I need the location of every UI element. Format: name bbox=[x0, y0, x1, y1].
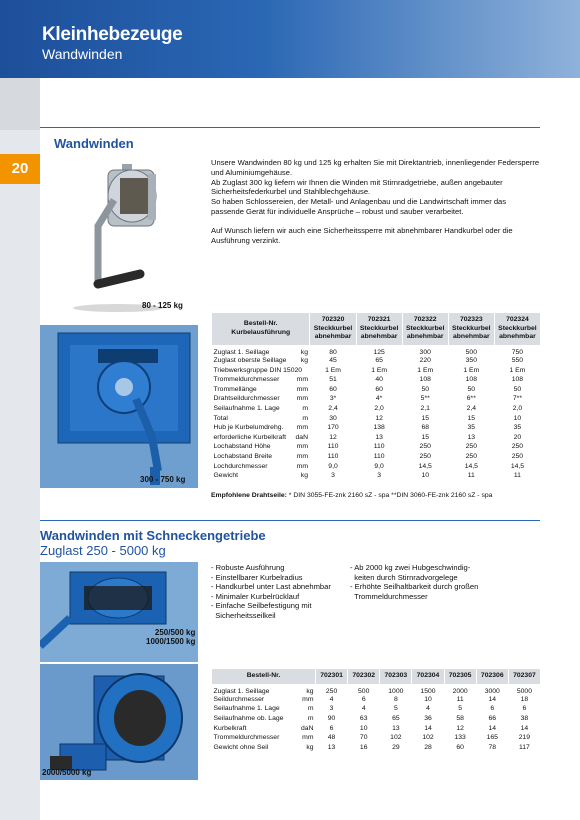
row-label: Trommellänge bbox=[213, 385, 257, 393]
table-row bbox=[212, 345, 541, 356]
table-cell: 50 bbox=[421, 385, 429, 393]
row-label: Trommeldurchmesser bbox=[213, 734, 280, 742]
section-title-wandwinden: Wandwinden bbox=[54, 136, 134, 151]
row-unit: mm bbox=[302, 734, 314, 742]
table-cell: 10 bbox=[421, 472, 429, 480]
table-cell: 48 bbox=[327, 734, 336, 742]
page-number: 20 bbox=[0, 154, 40, 184]
table-cell: 14,5 bbox=[510, 462, 525, 470]
feature-item: - Robuste Ausführung bbox=[211, 563, 285, 572]
table-cell: 500 bbox=[465, 348, 477, 356]
table-cell: 14 bbox=[488, 724, 497, 732]
table-head-label: Bestell-Nr. bbox=[212, 669, 316, 685]
row-label: Seilaufnahme 1. Lage bbox=[213, 405, 280, 413]
row-label: Trommeldurchmesser bbox=[213, 376, 280, 384]
table-cell: 10 bbox=[513, 414, 522, 422]
table-cell: 5000 bbox=[516, 687, 532, 695]
feature-list-right bbox=[350, 563, 540, 601]
feature-item: - Erhöhte Seilhaltbarkeit durch großen bbox=[350, 582, 479, 592]
table-row bbox=[212, 433, 541, 443]
table-head-col: 702305 bbox=[444, 669, 476, 685]
row-label-cell bbox=[212, 684, 316, 695]
row-unit: m bbox=[307, 715, 314, 723]
row-label-cell bbox=[212, 365, 310, 375]
table-row bbox=[212, 704, 541, 714]
row-unit: mm bbox=[296, 453, 308, 461]
row-label-cell bbox=[212, 375, 310, 385]
row-unit: mm bbox=[296, 443, 308, 451]
description-paragraph: Unsere Wandwinden 80 kg und 125 kg erhalten Sie mit Direktantrieb, innenliegender Federsperre und Aluminiumgehäuse. Ab Zuglast 300 kg liefern wir Ihnen die Winden mit Stirnradgetriebe, außen angebauter Sicherheitsfederkurbel und Stahlblechgehäuse. So haben Schlossereien, der Metall- und Anlagenbau und die Landwirtschaft immer das passende Gerät für individuelle Ansprüche – robust und sauber verarbeitet. bbox=[211, 158, 540, 216]
table-cell: 16 bbox=[359, 743, 368, 751]
winch-photo-worm-large bbox=[40, 664, 198, 780]
table-cell: 3* bbox=[329, 395, 337, 403]
row-unit: mm bbox=[296, 376, 308, 384]
row-label: Hub je Kurbelumdrehg. bbox=[213, 424, 284, 432]
table-cell: 102 bbox=[390, 734, 402, 742]
table-row bbox=[212, 714, 541, 724]
row-label: Drahtseildurchmesser bbox=[213, 395, 280, 403]
photo-caption-80-125: 80 - 125 kg bbox=[142, 301, 183, 310]
table-cell: 2,4 bbox=[466, 405, 477, 413]
section-subtitle-zuglast: Zuglast 250 - 5000 kg bbox=[40, 543, 166, 558]
table-cell: 110 bbox=[373, 453, 385, 461]
table-cell: 220 bbox=[419, 357, 431, 365]
row-label: Seilaufnahme ob. Lage bbox=[213, 715, 284, 723]
table-cell: 102 bbox=[422, 734, 434, 742]
table-cell: 14 bbox=[424, 724, 432, 732]
table-head-col: 702322 Steckkurbel abnehmbar bbox=[402, 313, 448, 346]
table-cell: 6 bbox=[361, 695, 366, 703]
page-subtitle: Wandwinden bbox=[42, 46, 123, 62]
table-row bbox=[212, 356, 541, 366]
photo-caption-2000-5000: 2000/5000 kg bbox=[42, 768, 92, 777]
row-label: Triebwerksgruppe DIN 15020 bbox=[213, 366, 303, 374]
table-head-col: 702324 Steckkurbel abnehmbar bbox=[494, 313, 540, 346]
row-label: erforderliche Kurbelkraft bbox=[213, 433, 287, 441]
table-cell: 1 Em bbox=[463, 366, 480, 374]
table-cell: 2,4 bbox=[328, 405, 338, 413]
table-cell: 60 bbox=[329, 385, 337, 393]
table-cell: 28 bbox=[424, 743, 432, 751]
table-cell: 6 bbox=[329, 724, 334, 732]
row-label: Kurbelkraft bbox=[213, 724, 247, 732]
table-cell: 60 bbox=[456, 743, 464, 751]
table-head-col: 702321 Steckkurbel abnehmbar bbox=[356, 313, 402, 346]
row-unit: daN bbox=[301, 724, 314, 732]
row-label: Seildurchmesser bbox=[213, 695, 265, 703]
left-margin-strip bbox=[0, 78, 40, 820]
table-cell: 60 bbox=[375, 385, 383, 393]
table-cell: 250 bbox=[511, 453, 524, 461]
description-paragraph: Auf Wunsch liefern wir auch eine Sicherheitssperre mit abnehmbarer Handkurbel oder die Ausführung verzinkt. bbox=[211, 225, 513, 245]
winch-photo-worm-small bbox=[40, 562, 198, 662]
row-label-cell bbox=[212, 452, 310, 462]
table-row bbox=[212, 385, 541, 395]
table-cell: 13 bbox=[392, 724, 400, 732]
table-cell: 4 bbox=[361, 705, 366, 713]
row-label: Zuglast oberste Seillage bbox=[213, 357, 287, 365]
footnote-wire-ropes: Empfohlene Drahtseile: * DIN 3055-FE-znk 2160 sZ - spa **DIN 3060-FE-znk 2160 sZ - spa bbox=[211, 492, 493, 499]
table-head-col: 702303 bbox=[380, 669, 412, 685]
table-cell: 4 bbox=[329, 695, 334, 703]
table-cell: 58 bbox=[456, 715, 464, 723]
table-cell: 12 bbox=[329, 433, 337, 441]
feature-item: - Ab 2000 kg zwei Hubgeschwindig- bbox=[350, 563, 471, 572]
table-cell: 3 bbox=[377, 472, 382, 480]
table-cell: 11 bbox=[513, 472, 521, 480]
row-label: Total bbox=[213, 414, 228, 422]
row-label-cell bbox=[212, 404, 310, 414]
table-cell: 12 bbox=[375, 414, 383, 422]
table-cell: 170 bbox=[327, 424, 339, 432]
table-row bbox=[212, 452, 541, 462]
table-row bbox=[212, 684, 541, 695]
table-cell: 78 bbox=[488, 743, 497, 751]
left-margin-band bbox=[0, 78, 40, 130]
table-cell: 9,0 bbox=[374, 462, 384, 470]
table-cell: 68 bbox=[421, 424, 429, 432]
table-cell: 35 bbox=[467, 424, 476, 432]
table-row bbox=[212, 733, 541, 743]
table-cell: 36 bbox=[424, 715, 432, 723]
table-cell: 65 bbox=[375, 357, 383, 365]
table-row bbox=[212, 723, 541, 733]
row-unit: kg bbox=[300, 357, 308, 365]
table-cell: 2,0 bbox=[512, 405, 523, 413]
row-label-cell bbox=[212, 394, 310, 404]
table-cell: 219 bbox=[518, 734, 531, 742]
table-cell: 550 bbox=[511, 357, 524, 365]
table-row bbox=[212, 413, 541, 423]
row-unit: mm bbox=[296, 385, 308, 393]
row-unit: mm bbox=[296, 424, 308, 432]
table-cell: 5** bbox=[420, 395, 430, 403]
table-cell: 2000 bbox=[452, 687, 468, 695]
table-cell: 5 bbox=[393, 705, 398, 713]
table-cell: 125 bbox=[373, 348, 385, 356]
table-cell: 4 bbox=[426, 705, 430, 713]
table-cell: 4* bbox=[375, 395, 383, 403]
feature-item: Sicherheitsseilkeil bbox=[211, 610, 276, 620]
table-cell: 11 bbox=[456, 695, 464, 703]
table-cell: 500 bbox=[358, 687, 370, 695]
table-head-col: 702302 bbox=[348, 669, 380, 685]
table-cell: 108 bbox=[465, 376, 477, 384]
row-label-cell bbox=[212, 714, 316, 724]
table-cell: 750 bbox=[511, 348, 524, 356]
table-cell: 14,5 bbox=[418, 462, 432, 470]
table-row bbox=[212, 471, 541, 481]
table-head-label: Bestell-Nr. Kurbelausführung bbox=[212, 313, 310, 346]
table-cell: 14 bbox=[488, 695, 497, 703]
table-cell: 8 bbox=[393, 695, 398, 703]
table-cell: 2,1 bbox=[420, 405, 430, 413]
table-row bbox=[212, 423, 541, 433]
feature-item: keiten durch Stirnradvorgelege bbox=[350, 572, 458, 582]
table-cell: 1500 bbox=[420, 687, 436, 695]
table-head-col: 702320 Steckkurbel abnehmbar bbox=[310, 313, 356, 346]
table-cell: 9,0 bbox=[328, 462, 338, 470]
table-cell: 15 bbox=[421, 414, 429, 422]
table-cell: 50 bbox=[513, 385, 522, 393]
table-cell: 3 bbox=[331, 472, 335, 480]
row-label: Gewicht bbox=[213, 472, 239, 480]
table-cell: 300 bbox=[419, 348, 431, 356]
table-cell: 50 bbox=[467, 385, 476, 393]
table-cell: 1000 bbox=[388, 687, 404, 695]
table-cell: 7** bbox=[512, 395, 522, 403]
section-title-schneckengetriebe: Wandwinden mit Schneckengetriebe bbox=[40, 528, 266, 543]
table-cell: 1 Em bbox=[371, 366, 388, 374]
row-label-cell bbox=[212, 743, 316, 753]
table-cell: 51 bbox=[329, 376, 337, 384]
table-cell: 13 bbox=[327, 743, 336, 751]
feature-item: Trommeldurchmesser bbox=[350, 591, 428, 601]
row-unit: kg bbox=[300, 472, 308, 480]
table-cell: 250 bbox=[511, 443, 524, 451]
table-row bbox=[212, 375, 541, 385]
table-cell: 70 bbox=[359, 734, 368, 742]
table-cell: 6 bbox=[490, 705, 495, 713]
row-unit: kg bbox=[300, 348, 308, 356]
table-cell: 10 bbox=[359, 724, 368, 732]
row-label: Lochdurchmesser bbox=[213, 462, 268, 470]
table-row bbox=[212, 394, 541, 404]
table-head-col: 702307 bbox=[508, 669, 540, 685]
row-label-cell bbox=[212, 423, 310, 433]
table-cell: 250 bbox=[465, 443, 477, 451]
table-cell: 6 bbox=[522, 705, 527, 713]
table-cell: 13 bbox=[467, 433, 476, 441]
row-label-cell bbox=[212, 356, 310, 366]
table-cell: 12 bbox=[456, 724, 464, 732]
row-label-cell bbox=[212, 413, 310, 423]
spec-table-schneckengetriebe bbox=[211, 668, 541, 752]
table-cell: 250 bbox=[325, 687, 338, 695]
row-unit: m bbox=[302, 405, 308, 413]
table-cell: 3000 bbox=[484, 687, 500, 695]
row-label-cell bbox=[212, 442, 310, 452]
row-unit: m bbox=[302, 414, 308, 422]
winch-photo-blue bbox=[40, 325, 198, 488]
row-label: Lochabstand Höhe bbox=[213, 443, 271, 451]
feature-item: - Handkurbel unter Last abnehmbar bbox=[211, 582, 331, 592]
row-label-cell bbox=[212, 461, 310, 471]
page-title: Kleinhebezeuge bbox=[42, 24, 183, 45]
table-head-col: 702304 bbox=[412, 669, 444, 685]
table-cell: 5 bbox=[458, 705, 463, 713]
photo-caption-250-1500: 250/500 kg 1000/1500 kg bbox=[146, 628, 196, 646]
table-cell: 350 bbox=[465, 357, 477, 365]
table-cell: 108 bbox=[511, 376, 524, 384]
table-cell: 110 bbox=[327, 443, 339, 451]
row-unit: kg bbox=[306, 743, 314, 751]
row-label-cell bbox=[212, 723, 316, 733]
row-unit: m bbox=[307, 705, 314, 713]
description-text bbox=[211, 158, 541, 254]
row-label: Zuglast 1. Seillage bbox=[213, 687, 270, 695]
table-cell: 110 bbox=[373, 443, 385, 451]
row-label: Lochabstand Breite bbox=[213, 453, 273, 461]
table-cell: 80 bbox=[329, 348, 337, 356]
table-cell: 1 Em bbox=[325, 366, 341, 374]
table-cell: 30 bbox=[329, 414, 337, 422]
table-cell: 6** bbox=[466, 395, 476, 403]
table-cell: 11 bbox=[467, 472, 475, 480]
feature-item: - Einstellbarer Kurbelradius bbox=[211, 572, 303, 582]
table-cell: 1 Em bbox=[417, 366, 434, 374]
row-label-cell bbox=[212, 345, 310, 356]
table-row bbox=[212, 695, 541, 705]
table-cell: 15 bbox=[467, 414, 476, 422]
table-cell: 2,0 bbox=[374, 405, 384, 413]
table-cell: 13 bbox=[375, 433, 383, 441]
table-cell: 14 bbox=[520, 724, 529, 732]
table-cell: 133 bbox=[454, 734, 466, 742]
row-label-cell bbox=[212, 695, 316, 705]
table-cell: 110 bbox=[327, 453, 339, 461]
table-cell: 15 bbox=[421, 433, 429, 441]
row-label-cell bbox=[212, 385, 310, 395]
table-head-col: 702306 bbox=[476, 669, 508, 685]
table-cell: 35 bbox=[513, 424, 522, 432]
section-rule bbox=[40, 127, 540, 128]
table-cell: 90 bbox=[327, 715, 336, 723]
row-label-cell bbox=[212, 704, 316, 714]
table-cell: 165 bbox=[486, 734, 498, 742]
table-cell: 3 bbox=[329, 705, 334, 713]
photo-caption-300-750: 300 - 750 kg bbox=[140, 475, 186, 484]
row-label-cell bbox=[212, 471, 310, 481]
table-cell: 40 bbox=[375, 376, 383, 384]
table-cell: 38 bbox=[520, 715, 529, 723]
winch-photo-small bbox=[40, 156, 198, 316]
feature-list-left bbox=[211, 563, 351, 621]
table-cell: 18 bbox=[520, 695, 529, 703]
table-row bbox=[212, 365, 541, 375]
table-cell: 20 bbox=[513, 433, 522, 441]
row-unit: kg bbox=[306, 687, 314, 695]
row-label-cell bbox=[212, 433, 310, 443]
table-row bbox=[212, 442, 541, 452]
row-unit: daN bbox=[295, 433, 308, 441]
row-unit: mm bbox=[296, 462, 308, 470]
table-row bbox=[212, 743, 541, 753]
row-label: Gewicht ohne Seil bbox=[213, 743, 269, 751]
table-cell: 45 bbox=[329, 357, 337, 365]
table-head-col: 702301 bbox=[316, 669, 348, 685]
table-row bbox=[212, 461, 541, 471]
row-label-cell bbox=[212, 733, 316, 743]
table-cell: 14,5 bbox=[464, 462, 478, 470]
table-row bbox=[212, 404, 541, 414]
table-cell: 250 bbox=[419, 443, 431, 451]
table-head-col: 702323 Steckkurbel abnehmbar bbox=[448, 313, 494, 346]
table-cell: 29 bbox=[392, 743, 400, 751]
row-label: Seilaufnahme 1. Lage bbox=[213, 705, 280, 713]
section-rule bbox=[40, 520, 540, 521]
table-cell: 250 bbox=[419, 453, 431, 461]
feature-item: - Einfache Seilbefestigung mit bbox=[211, 601, 312, 611]
table-cell: 66 bbox=[488, 715, 497, 723]
table-cell: 117 bbox=[519, 743, 530, 751]
table-cell: 138 bbox=[373, 424, 385, 432]
feature-item: - Minimaler Kurbelrücklauf bbox=[211, 591, 300, 601]
table-cell: 250 bbox=[465, 453, 477, 461]
row-label: Zuglast 1. Seillage bbox=[213, 348, 270, 356]
spec-table-wandwinden bbox=[211, 312, 541, 481]
page-header bbox=[0, 0, 580, 78]
table-cell: 108 bbox=[419, 376, 431, 384]
table-cell: 1 Em bbox=[509, 366, 526, 374]
row-unit: mm bbox=[296, 395, 308, 403]
table-cell: 65 bbox=[392, 715, 400, 723]
row-unit: mm bbox=[302, 695, 314, 703]
table-cell: 63 bbox=[359, 715, 368, 723]
table-cell: 10 bbox=[424, 695, 432, 703]
